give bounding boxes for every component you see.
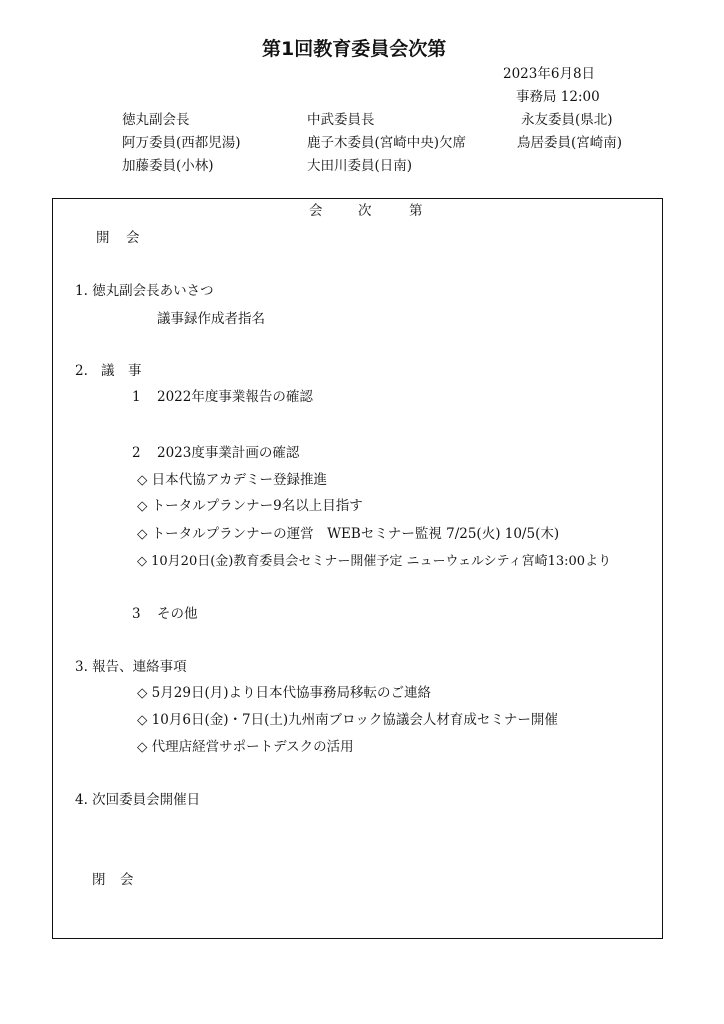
agenda-item-1-sub: 議事録作成者指名 bbox=[157, 311, 265, 327]
agenda-heading-char: 第 bbox=[409, 203, 423, 219]
closing-char: 閉 bbox=[92, 872, 106, 888]
bullet-item: ◇ 10月20日(金)教育委員会セミナー開催予定 ニューウェルシティ宮崎13:00より bbox=[137, 554, 612, 569]
attendee: 大田川委員(日南) bbox=[307, 158, 413, 174]
document-date: 2023年6月8日 bbox=[503, 66, 596, 82]
agenda-item-4: 4. 次回委員会開催日 bbox=[75, 792, 201, 808]
office-time: 事務局 12:00 bbox=[516, 89, 600, 105]
agenda-item-3: 3. 報告、連絡事項 bbox=[75, 659, 187, 675]
bullet-item: ◇ トータルプランナーの運営 WEBセミナー監視 7/25(火) 10/5(木) bbox=[137, 526, 560, 542]
attendee: 徳丸副会長 bbox=[122, 112, 190, 128]
subitem-number: 1 bbox=[132, 389, 141, 405]
agenda-heading-char: 次 bbox=[358, 203, 372, 219]
closing-char: 会 bbox=[120, 872, 134, 888]
agenda-item-2-char: 議 bbox=[101, 363, 115, 379]
bullet-item: ◇ 日本代協アカデミー登録推進 bbox=[137, 472, 328, 488]
attendee: 中武委員長 bbox=[307, 112, 375, 128]
attendee: 加藤委員(小林) bbox=[122, 158, 214, 174]
subitem-number: 2 bbox=[132, 445, 141, 461]
attendee: 阿万委員(西都児湯) bbox=[122, 135, 241, 151]
bullet-item: ◇ 10月6日(金)・7日(土)九州南ブロック協議会人材育成セミナー開催 bbox=[137, 712, 558, 728]
bullet-item: ◇ 5月29日(月)より日本代協事務局移転のご連絡 bbox=[137, 685, 431, 701]
subitem-text: 2023度事業計画の確認 bbox=[157, 445, 300, 461]
attendee: 鳥居委員(宮崎南) bbox=[517, 135, 623, 151]
subitem-text: 2022年度事業報告の確認 bbox=[157, 389, 313, 405]
agenda-item-2-char: 事 bbox=[128, 363, 142, 379]
opening-char: 会 bbox=[126, 230, 140, 246]
bullet-item: ◇ トータルプランナー9名以上目指す bbox=[137, 498, 363, 514]
subitem-text: その他 bbox=[157, 606, 198, 622]
subitem-number: 3 bbox=[132, 606, 141, 622]
attendee: 永友委員(県北) bbox=[521, 112, 613, 128]
agenda-heading-char: 会 bbox=[309, 203, 323, 219]
agenda-item-1: 1. 徳丸副会長あいさつ bbox=[75, 283, 214, 299]
attendee: 鹿子木委員(宮崎中央)欠席 bbox=[307, 135, 467, 151]
opening-char: 開 bbox=[96, 230, 110, 246]
page-title: 第1回教育委員会次第 bbox=[262, 38, 447, 60]
bullet-item: ◇ 代理店経営サポートデスクの活用 bbox=[137, 739, 354, 755]
agenda-item-2-number: 2. bbox=[75, 363, 88, 379]
